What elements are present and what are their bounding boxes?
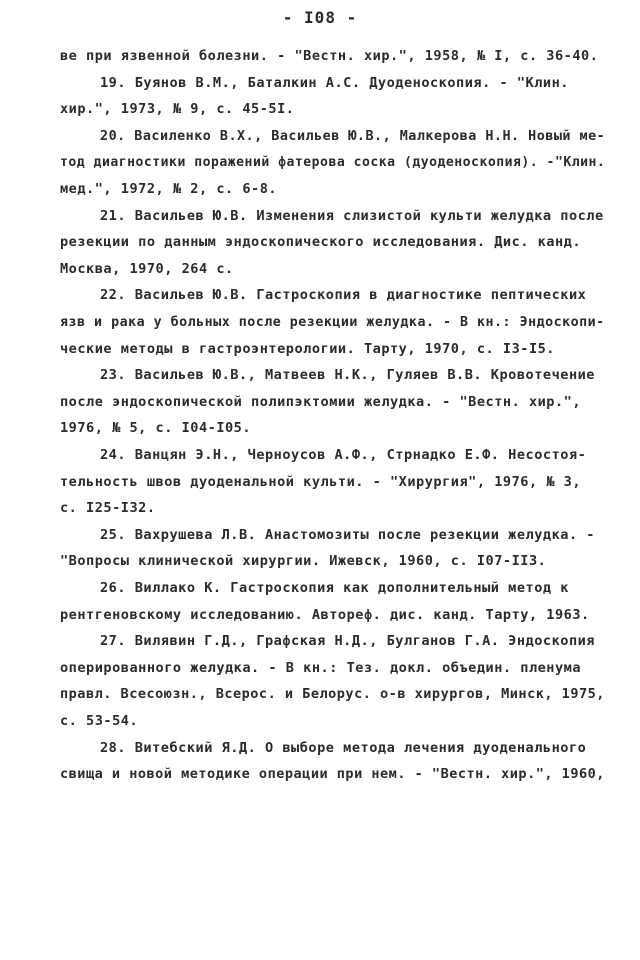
text-line: правл. Всесоюзн., Всерос. и Белорус. о-в хирургов, Минск, 1975,	[60, 686, 605, 703]
text-line: 21. Васильев Ю.В. Изменения слизистой культи желудка после	[100, 207, 604, 224]
text-line: ве при язвенной болезни. - "Вестн. хир.", 1958, № I, с. 36-40.	[60, 48, 599, 64]
text-line: рентгеновскому исследованию. Автореф. дис. канд. Тарту, 1963.	[60, 606, 590, 623]
text-line: 27. Вилявин Г.Д., Графская Н.Д., Булганов Г.А. Эндоскопия	[100, 633, 595, 650]
text-line: 1976, № 5, с. I04-I05.	[60, 420, 252, 437]
text-line: 28. Витебский Я.Д. О выборе метода лечения дуоденального	[100, 739, 587, 756]
text-line: 23. Васильев Ю.В., Матвеев Н.К., Гуляев В.В. Кровотечение	[100, 367, 595, 384]
text-line: 19. Буянов В.М., Баталкин А.С. Дуоденоскопия. - "Клин.	[100, 74, 569, 91]
text-line: тод диагностики поражений фатерова соска (дуоденоскопия). -"Клин.	[60, 154, 606, 171]
text-line: 20. Василенко В.Х., Васильев Ю.В., Малкерова Н.Н. Новый ме-	[100, 127, 606, 144]
text-line: мед.", 1972, № 2, с. 6-8.	[60, 181, 278, 197]
text-line: "Вопросы клинической хирургии. Ижевск, 1960, с. I07-II3.	[60, 553, 547, 570]
text-line: 26. Виллако К. Гастроскопия как дополнительный метод к	[100, 580, 569, 596]
text-line: тельность швов дуоденальной культи. - "Хирургия", 1976, № 3,	[60, 473, 582, 490]
text-line: с. 53-54.	[60, 713, 139, 729]
text-line: резекции по данным эндоскопического исследования. Дис. канд.	[60, 234, 582, 251]
page-number: - I08 -	[282, 8, 358, 27]
text-line: свища и новой методике операции при нем. - "Вестн. хир.", 1960,	[60, 766, 605, 783]
text-line: оперированного желудка. - В кн.: Тез. докл. объедин. пленума	[60, 659, 582, 676]
text-line: ческие методы в гастроэнтерологии. Тарту, 1970, с. I3-I5.	[60, 340, 555, 357]
text-line: после эндоскопической полипэктомии желудка. - "Вестн. хир.",	[60, 393, 582, 410]
text-line: Москва, 1970, 264 с.	[60, 260, 234, 277]
text-line: 25. Вахрушева Л.В. Анастомозиты после резекции желудка. -	[100, 526, 595, 543]
text-line: 22. Васильев Ю.В. Гастроскопия в диагностике пептических	[100, 287, 587, 304]
text-line: 24. Ванцян Э.Н., Черноусов А.Ф., Стрнадко Е.Ф. Несостоя-	[100, 447, 587, 463]
text-line: хир.", 1973, № 9, с. 45-5I.	[60, 101, 295, 118]
text-line: с. I25-I32.	[60, 500, 156, 517]
text-line: язв и рака у больных после резекции желудка. - В кн.: Эндоскопи-	[60, 314, 605, 330]
